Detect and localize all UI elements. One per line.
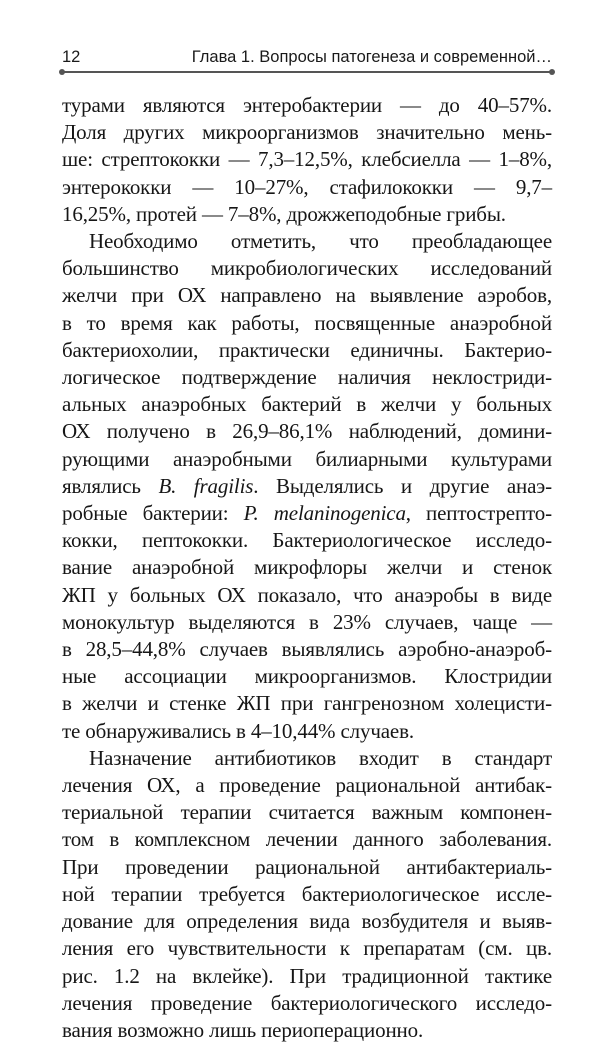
text-line: ные ассоциации микроорганизмов. Клостридии — [62, 664, 552, 689]
header-rule — [62, 71, 552, 73]
text-line: монокультур выделяются в 23% случаев, чаще — — [62, 609, 552, 634]
text-line: дование для определения вида возбудителя и выяв- — [62, 909, 552, 934]
text-line: ЖП у больных ОХ показало, что анаэробы в виде — [62, 582, 552, 607]
paragraph — [62, 228, 552, 745]
text-line: вание анаэробной микрофлоры желчи и стенок — [62, 555, 552, 580]
text-line: альных анаэробных бактерий в желчи у больных — [62, 392, 552, 417]
species-name: B. fragilis — [158, 473, 254, 498]
running-title: Глава 1. Вопросы патогенеза и современной… — [191, 48, 552, 66]
text-line: 16,25%, протей — 7–8%, дрожжеподобные грибы. — [62, 201, 506, 226]
text-line: териальной терапии считается важным компонен- — [62, 800, 552, 825]
body-text — [62, 92, 552, 1044]
text-run: , пептострепто- — [405, 501, 552, 526]
text-line — [62, 473, 552, 500]
text-line: ше: стрептококки — 7,3–12,5%, клебсиелла — 1–8%, — [62, 147, 552, 172]
text-line: Необходимо отметить, что преобладающее — [89, 229, 552, 254]
species-name: P. melaninogenica — [243, 501, 406, 526]
paragraph — [62, 745, 552, 1044]
text-line: лечения ОХ, а проведение рациональной антибак- — [62, 773, 552, 798]
page-number: 12 — [62, 48, 81, 66]
text-run: . Выделялись и другие анаэ- — [253, 473, 552, 498]
page-header — [62, 44, 552, 72]
text-line: бактериохолии, практически единичны. Бактерио- — [62, 337, 552, 362]
text-line: ной терапии требуется бактериологическое иссле- — [62, 881, 552, 906]
text-line: рис. 1.2 на вклейке). При традиционной тактике — [62, 963, 552, 988]
text-run: являлись — [62, 473, 159, 498]
text-line — [62, 500, 552, 527]
text-line: лечения проведение бактериологического исследо- — [62, 990, 552, 1015]
text-run: робные бактерии: — [62, 501, 244, 526]
text-line: том в комплексном лечении данного заболевания. — [62, 827, 552, 852]
text-line: При проведении рациональной антибактериаль- — [62, 854, 552, 879]
text-line: вания возможно лишь периоперационно. — [62, 1017, 424, 1042]
text-line: в 28,5–44,8% случаев выявлялись аэробно-анаэроб- — [62, 637, 552, 662]
text-line: турами являются энтеробактерии — до 40–57%. — [62, 93, 552, 117]
text-line: в то время как работы, посвященные анаэробной — [62, 310, 552, 335]
text-line: Доля других микроорганизмов значительно мень- — [62, 120, 552, 145]
text-line: логическое подтверждение наличия неклостриди- — [62, 365, 552, 390]
text-line: кокки, пептококки. Бактериологическое исследо- — [62, 528, 552, 553]
text-line: ления его чувствительности к препаратам (см. цв. — [62, 936, 552, 961]
text-line: ОХ получено в 26,9–86,1% наблюдений, домини- — [62, 419, 552, 444]
text-line: Назначение антибиотиков входит в стандарт — [89, 745, 552, 770]
text-line: в желчи и стенке ЖП при гангренозном холецисти- — [62, 691, 552, 716]
text-line: желчи при ОХ направлено на выявление аэробов, — [62, 283, 552, 308]
text-line: большинство микробиологических исследований — [62, 256, 552, 281]
text-line: энтерококки — 10–27%, стафилококки — 9,7– — [62, 174, 552, 199]
text-line: рующими анаэробными билиарными культурами — [62, 446, 552, 471]
paragraph — [62, 92, 552, 228]
text-line: те обнаруживались в 4–10,44% случаев. — [62, 718, 414, 743]
